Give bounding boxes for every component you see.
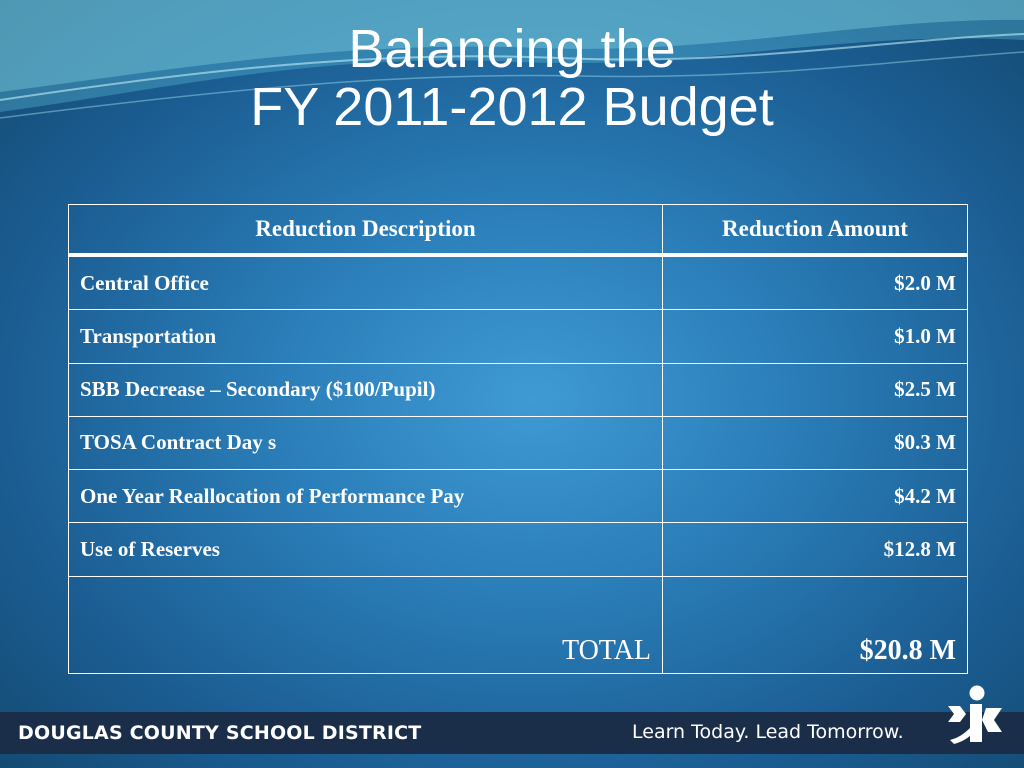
row-amount: $0.3 M: [663, 416, 968, 469]
row-description: TOSA Contract Day s: [69, 416, 663, 469]
row-amount: $4.2 M: [663, 470, 968, 523]
total-amount: $20.8 M: [663, 576, 968, 673]
title-line-1: Balancing the: [348, 19, 676, 79]
district-tagline: Learn Today. Lead Tomorrow.: [632, 721, 904, 743]
title-line-2: FY 2011-2012 Budget: [250, 77, 774, 137]
total-label: TOTAL: [69, 576, 663, 673]
row-amount: $2.5 M: [663, 363, 968, 416]
slide-title: [0, 20, 1024, 136]
row-amount: $2.0 M: [663, 255, 968, 310]
table-row: [69, 416, 968, 469]
total-row: [69, 576, 968, 673]
row-description: One Year Reallocation of Performance Pay: [69, 470, 663, 523]
row-amount: $12.8 M: [663, 523, 968, 576]
row-description: Transportation: [69, 310, 663, 363]
table-header-row: [69, 205, 968, 256]
row-description: Use of Reserves: [69, 523, 663, 576]
district-name: DOUGLAS COUNTY SCHOOL DISTRICT: [18, 722, 422, 744]
budget-reduction-table: [68, 204, 968, 674]
row-description: SBB Decrease – Secondary ($100/Pupil): [69, 363, 663, 416]
header-description: Reduction Description: [69, 205, 663, 256]
row-description: Central Office: [69, 255, 663, 310]
dcsd-figure-logo-icon: [944, 684, 1006, 746]
header-amount: Reduction Amount: [663, 205, 968, 256]
table-row: [69, 470, 968, 523]
row-amount: $1.0 M: [663, 310, 968, 363]
footer-bar: [0, 712, 1024, 754]
table-row: [69, 255, 968, 310]
table-row: [69, 363, 968, 416]
table-row: [69, 310, 968, 363]
table-row: [69, 523, 968, 576]
